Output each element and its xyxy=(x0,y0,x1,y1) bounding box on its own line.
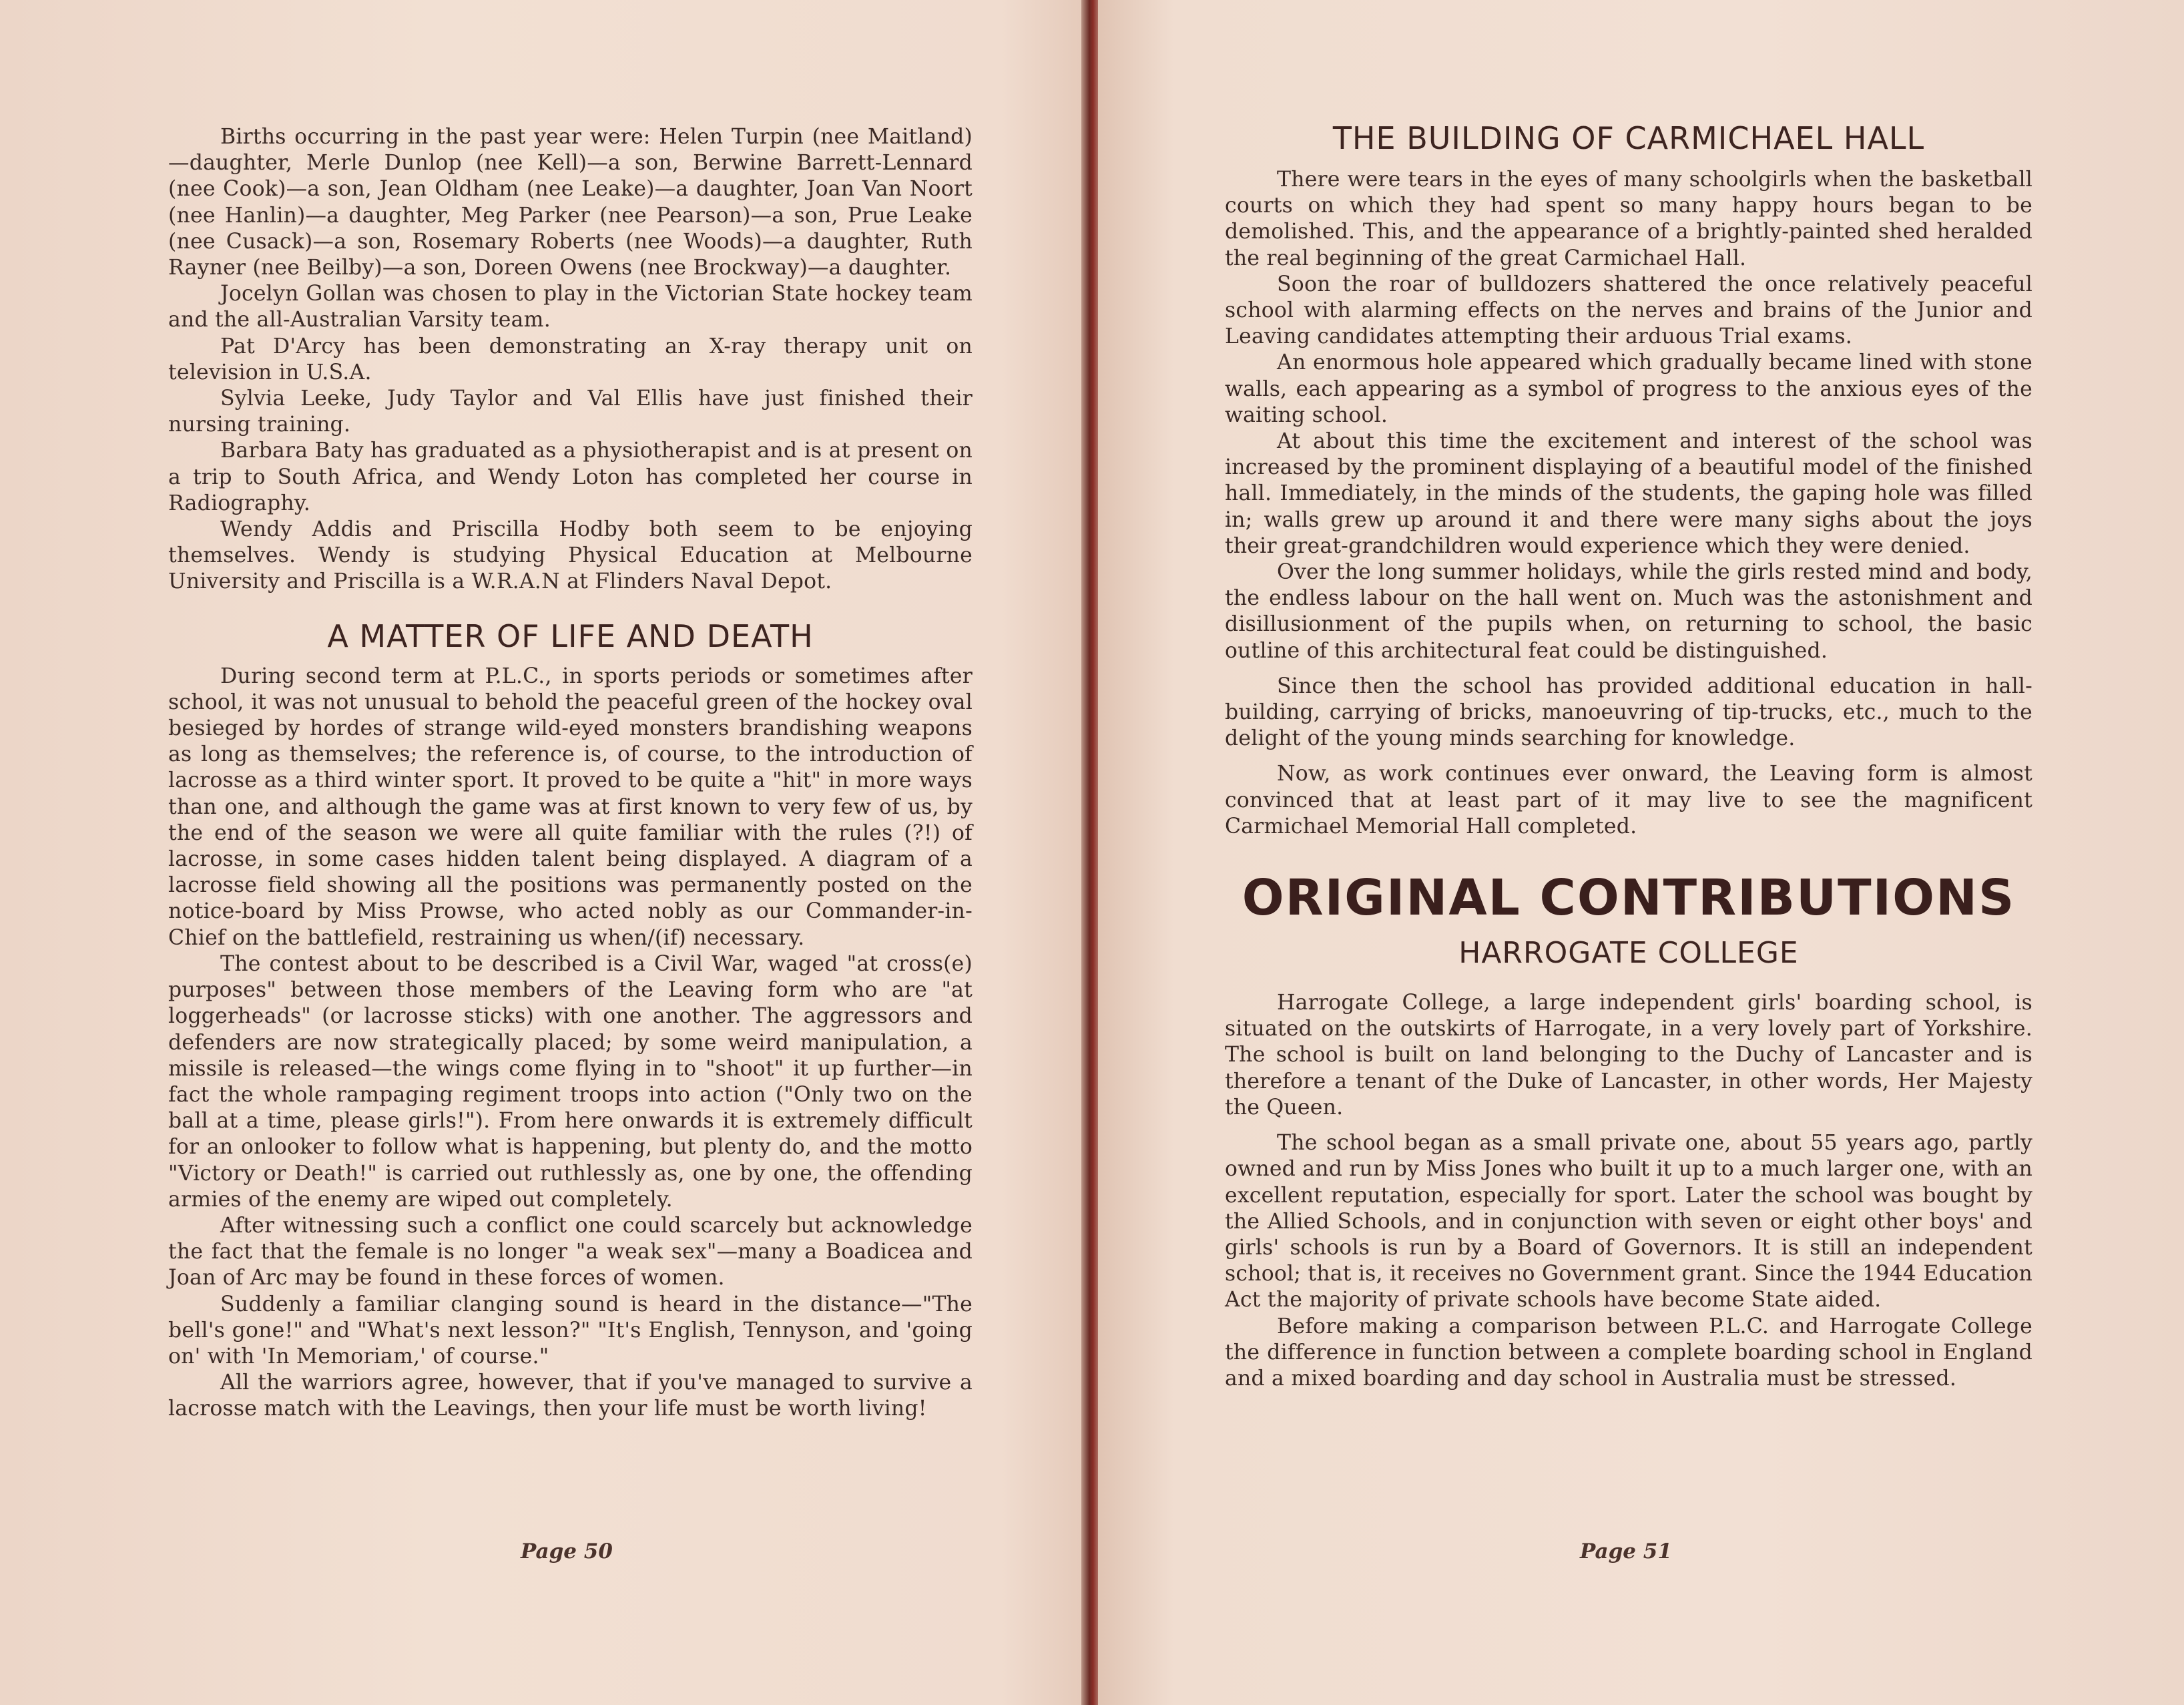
section-paragraph: There were tears in the eyes of many schoolgirls when the basketball courts on which they had spent so many happy hours began to be demolished. This, and the appearance of a brightly-painted shed heralded the real beginning of the great Carmichael Hall. xyxy=(1225,168,2032,270)
right-column xyxy=(1225,120,2032,1392)
sub-heading-harrogate-college: HARROGATE COLLEGE xyxy=(1458,936,1799,971)
intro-paragraph: Barbara Baty has graduated as a physiotherapist and is at present on a trip to South Africa, and Wendy Loton has completed her course in Radiography. xyxy=(168,439,973,515)
section-paragraph: During second term at P.L.C., in sports periods or sometimes after school, it was not unusual to behold the peaceful green of the hockey oval besieged by hordes of strange wild-eyed monsters brandishing weapons as long as themselves; the reference is, of course, to the introduction of lacrosse as a third winter sport. It proved to be quite a "hit" in more ways than one, and although the game was at first known to very few of us, by the end of the season we were all quite familiar with the rules (?!) of lacrosse, in some cases hidden talent being displayed. A diagram of a lacrosse field showing all the positions was permanently posted on the notice-board by Miss Prowse, who acted nobly as our Commander-in-Chief on the battlefield, restraining us when/(if) necessary. xyxy=(168,664,973,950)
section-title-carmichael-hall: THE BUILDING OF CARMICHAEL HALL xyxy=(1332,120,1925,156)
major-heading-original-contributions: ORIGINAL CONTRIBUTIONS xyxy=(1242,869,2016,927)
left-column xyxy=(168,124,973,1423)
section-paragraph: Over the long summer holidays, while the girls rested mind and body, the endless labour on the hall went on. Much was the astonishment and disillusionment of the pupils when, on returning to school, the basic outline of this architectural feat could be distinguished. xyxy=(1225,560,2032,663)
right-page xyxy=(1098,0,2184,1705)
section-paragraph: Suddenly a familiar clanging sound is heard in the distance—"The bell's gone!" and "What's next lesson?" "It's English, Tennyson, and 'going on' with 'In Memoriam,' of course." xyxy=(168,1292,973,1369)
section-paragraph: All the warriors agree, however, that if you've managed to survive a lacrosse match with the Leavings, then your life must be worth living! xyxy=(168,1371,973,1421)
intro-paragraph: Births occurring in the past year were: Helen Turpin (nee Maitland)—daughter, Merle Dunlop (nee Kell)—a son, Berwine Barrett-Lennard (nee Cook)—a son, Jean Oldham (nee Leake)—a daughter, Joan Van Noort (nee Hanlin)—a daughter, Meg Parker (nee Pearson)—a son, Prue Leake (nee Cusack)—a son, Rosemary Roberts (nee Woods)—a daughter, Ruth Rayner (nee Beilby)—a son, Doreen Owens (nee Brockway)—a daughter. xyxy=(168,125,973,280)
left-page xyxy=(0,0,1088,1705)
intro-paragraph: Pat D'Arcy has been demonstrating an X-ray therapy unit on television in U.S.A. xyxy=(168,334,973,385)
intro-paragraph: Wendy Addis and Priscilla Hodby both seem to be enjoying themselves. Wendy is studying Physical Education at Melbourne University and Priscilla is a W.R.A.N at Flinders Naval Depot. xyxy=(168,517,973,594)
section-paragraph: Now, as work continues ever onward, the Leaving form is almost convinced that at least part of it may live to see the magnificent Carmichael Memorial Hall completed. xyxy=(1225,762,2032,838)
section-paragraph: After witnessing such a conflict one could scarcely but acknowledge the fact that the female is no longer "a weak sex"—many a Boadicea and Joan of Arc may be found in these forces of women. xyxy=(168,1213,973,1290)
sub-paragraph: Before making a comparison between P.L.C. and Harrogate College the difference in function between a complete boarding school in England and a mixed boarding and day school in Australia must be stressed. xyxy=(1225,1314,2032,1391)
page-number-right: Page 51 xyxy=(1580,1539,1672,1563)
sub-paragraph: Harrogate College, a large independent girls' boarding school, is situated on the outskirts of Harrogate, in a very lovely part of Yorkshire. The school is built on land belonging to the Duchy of Lancaster and is therefore a tenant of the Duke of Lancaster, in other words, Her Majesty the Queen. xyxy=(1225,991,2032,1120)
section-paragraph: At about this time the excitement and interest of the school was increased by the prominent displaying of a beautiful model of the finished hall. Immediately, in the minds of the students, the gaping hole was filled in; walls grew up around it and there were many sighs about the joys their great-grandchildren would experience which they were denied. xyxy=(1225,429,2032,558)
section-title-life-and-death: A MATTER OF LIFE AND DEATH xyxy=(327,618,814,654)
intro-paragraph: Sylvia Leeke, Judy Taylor and Val Ellis have just finished their nursing training. xyxy=(168,387,973,437)
intro-paragraph: Jocelyn Gollan was chosen to play in the Victorian State hockey team and the all-Australian Varsity team. xyxy=(168,282,973,332)
section-paragraph: Since then the school has provided additional education in hall-building, carrying of bricks, manoeuvring of tip-trucks, etc., much to the delight of the young minds searching for knowledge. xyxy=(1225,674,2032,751)
section-paragraph: An enormous hole appeared which gradually became lined with stone walls, each appearing as a symbol of progress to the anxious eyes of the waiting school. xyxy=(1225,350,2032,427)
sub-paragraph: The school began as a small private one, about 55 years ago, partly owned and run by Miss Jones who built it up to a much larger one, with an excellent reputation, especially for sport. Later the school was bought by the Allied Schools, and in conjunction with seven or eight other boys' and girls' schools is run by a Board of Governors. It is still an independent school; that is, it receives no Government grant. Since the 1944 Education Act the majority of private schools have become State aided. xyxy=(1225,1131,2032,1312)
section-paragraph: Soon the roar of bulldozers shattered the once relatively peaceful school with alarming effects on the nerves and brains of the Junior and Leaving candidates attempting their arduous Trial exams. xyxy=(1225,272,2032,349)
section-paragraph: The contest about to be described is a Civil War, waged "at cross(e) purposes" between those members of the Leaving form who are "at loggerheads" (or lacrosse sticks) with one another. The aggressors and defenders are now strategically placed; by some weird manipulation, a missile is released—the wings come flying in to "shoot" it up further—in fact the whole rampaging regiment troops into action ("Only two on the ball at a time, please girls!"). From here onwards it is extremely difficult for an onlooker to follow what is happening, but plenty do, and the motto "Victory or Death!" is carried out ruthlessly as, one by one, the offending armies of the enemy are wiped out completely. xyxy=(168,951,973,1212)
page-number-left: Page 50 xyxy=(521,1539,613,1563)
